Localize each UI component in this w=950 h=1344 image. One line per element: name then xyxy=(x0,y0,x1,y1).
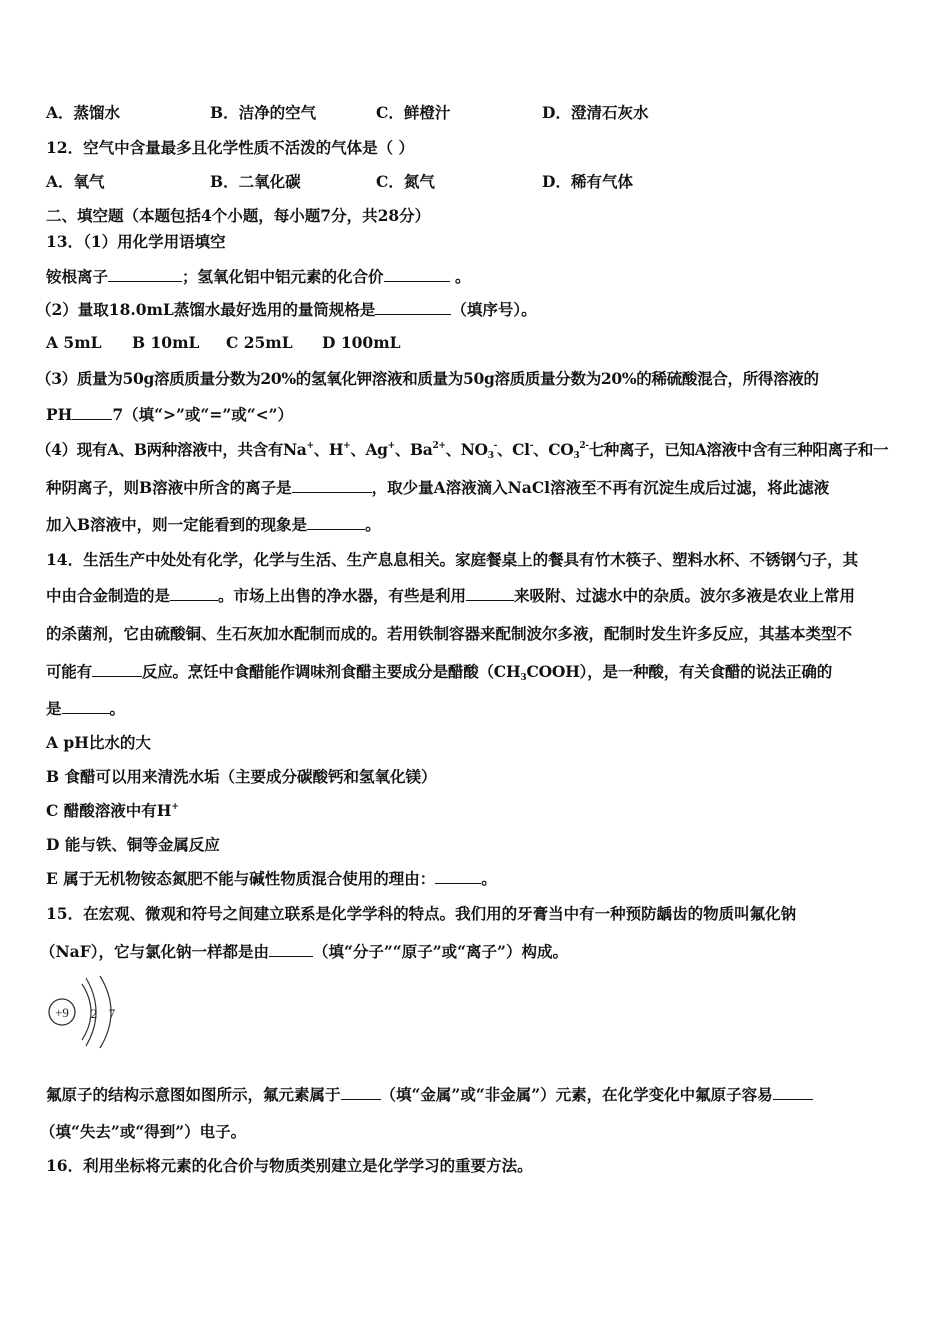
answer-blank[interactable] xyxy=(341,1087,381,1100)
q13-part4-line2 xyxy=(46,476,829,498)
q14-text: 是 xyxy=(46,699,62,718)
q15-line3 xyxy=(46,1083,813,1105)
subscript: 3 xyxy=(573,451,580,461)
q14-text: 。 xyxy=(481,869,497,888)
fluorine-atom-diagram xyxy=(44,968,134,1058)
electron-shell-1 xyxy=(82,984,91,1040)
q13-stem: 13．（1）用化学用语填空 xyxy=(46,232,226,251)
q12-option-a: A．氧气 xyxy=(46,172,105,191)
q14-option-d: D 能与铁、铜等金属反应 xyxy=(46,835,220,854)
q13-text: ；氢氧化铝中铝元素的化合价 xyxy=(182,267,384,286)
shell-2-electrons: 7 xyxy=(108,1006,116,1021)
q13-text: 种阴离子，则B溶液中所含的离子是 xyxy=(46,478,292,497)
q14-text: 可能有 xyxy=(46,662,92,681)
q14-text: 来吸附、过滤水中的杂质。波尔多液是农业上常用 xyxy=(514,586,856,605)
q15-line4: （填“失去”或“得到”）电子。 xyxy=(40,1122,247,1141)
answer-blank[interactable] xyxy=(773,1087,813,1100)
q15-text: （填“金属”或“非金属”）元素，在化学变化中氟原子容易 xyxy=(380,1085,773,1104)
q16-stem: 16．利用坐标将元素的化合价与物质类别建立是化学学习的重要方法。 xyxy=(46,1156,533,1175)
charge-sup: - xyxy=(493,441,498,451)
answer-blank[interactable] xyxy=(92,664,142,677)
q13-part1-line xyxy=(46,265,470,287)
q13-text: ，取少量A溶液滴入NaCl溶液至不再有沉淀生成后过滤，将此滤液 xyxy=(371,478,830,497)
q14-line2 xyxy=(46,584,855,606)
q13-text: 七种离子，已知A溶液中含有三种阳离子和一 xyxy=(588,440,889,459)
q12-stem: 12．空气中含量最多且化学性质不活泼的气体是（ ） xyxy=(46,138,414,157)
q13-text: （填序号）。 xyxy=(451,300,537,319)
q13-part3-line1: （3）质量为50g溶质质量分数为20%的氢氧化钾溶液和质量为50g溶质质量分数为20%的稀硫酸混合，所得溶液的 xyxy=(36,369,819,388)
q12-option-c: C．氮气 xyxy=(376,172,435,191)
answer-blank[interactable] xyxy=(384,269,450,282)
q14-option-c xyxy=(46,799,179,821)
q13-text: 、NO xyxy=(445,440,488,459)
q14-option-a: A pH比水的大 xyxy=(46,733,151,752)
q15-text: （NaF），它与氯化钠一样都是由 xyxy=(40,942,269,961)
q11-option-d: D．澄清石灰水 xyxy=(542,103,649,122)
section-title: 二、填空题（本题包括4个小题，每小题7分，共28分） xyxy=(46,206,431,225)
q14-text: C 醋酸溶液中有H xyxy=(46,801,172,820)
q13-text: 、Ag xyxy=(350,440,388,459)
charge-sup: + xyxy=(306,441,314,451)
q12-option-d: D．稀有气体 xyxy=(542,172,633,191)
q13-option-a: A 5mL xyxy=(46,333,102,352)
q14-line3: 的杀菌剂，它由硫酸铜、生石灰加水配制而成的。若用铁制容器来配制波尔多液，配制时发生许多反应，其基本类型不 xyxy=(46,624,853,643)
q14-option-e xyxy=(46,867,497,889)
q14-text: 。市场上出售的净水器，有些是利用 xyxy=(218,586,467,605)
answer-blank[interactable] xyxy=(466,588,514,601)
q13-text: 。 xyxy=(365,515,381,534)
q14-text: COOH），是一种酸，有关食醋的说法正确的 xyxy=(526,662,832,681)
q13-part4-line1 xyxy=(36,438,888,460)
q14-text: 反应。烹饪中食醋能作调味剂食醋主要成分是醋酸（CH xyxy=(141,662,521,681)
answer-blank[interactable] xyxy=(72,407,112,420)
q13-part3-line2 xyxy=(46,403,293,425)
q11-option-a: A．蒸馏水 xyxy=(46,103,121,122)
q13-text: 、CO xyxy=(533,440,574,459)
q14-line5 xyxy=(46,697,125,719)
q14-text: 。 xyxy=(109,699,126,718)
q13-text: 7（填“>”或“=”或“<”） xyxy=(112,405,294,424)
answer-blank[interactable] xyxy=(375,302,451,315)
subscript: 3 xyxy=(520,673,527,683)
charge-sup: 2+ xyxy=(432,441,446,451)
charge-sup: + xyxy=(343,441,351,451)
answer-blank[interactable] xyxy=(170,588,218,601)
q13-text: 、Cl xyxy=(497,440,530,459)
q13-part4-line3 xyxy=(46,513,381,535)
q14-line1: 14．生活生产中处处有化学，化学与生活、生产息息相关。家庭餐桌上的餐具有竹木筷子、塑料水杯、不锈钢勺子，其 xyxy=(46,550,859,569)
answer-blank[interactable] xyxy=(108,269,182,282)
q14-text: 中由合金制造的是 xyxy=(46,586,171,605)
charge-sup: - xyxy=(529,441,534,451)
q15-text: 氟原子的结构示意图如图所示，氟元素属于 xyxy=(46,1085,341,1104)
q13-option-c: C 25mL xyxy=(226,333,293,352)
answer-blank[interactable] xyxy=(269,944,313,957)
q13-text: 、Ba xyxy=(394,440,433,459)
q13-text: 铵根离子 xyxy=(46,267,109,286)
q11-option-c: C．鲜橙汁 xyxy=(376,103,451,122)
subscript: 3 xyxy=(487,451,494,461)
answer-blank[interactable] xyxy=(62,701,110,714)
q14-text: E 属于无机物铵态氮肥不能与碱性物质混合使用的理由： xyxy=(46,869,436,888)
q14-option-b: B 食醋可以用来清洗水垢（主要成分碳酸钙和氢氧化镁） xyxy=(46,767,437,786)
q14-line4 xyxy=(46,660,832,682)
answer-blank[interactable] xyxy=(307,517,365,530)
q15-text: （填“分子”“原子”或“离子”）构成。 xyxy=(312,942,568,961)
q12-option-b: B．二氧化碳 xyxy=(210,172,301,191)
charge-sup: + xyxy=(171,802,179,812)
q13-text: 。 xyxy=(454,267,471,286)
answer-blank[interactable] xyxy=(292,480,372,493)
charge-sup: + xyxy=(387,441,395,451)
charge-sup: 2- xyxy=(579,441,589,451)
q15-line1: 15．在宏观、微观和符号之间建立联系是化学学科的特点。我们用的牙膏当中有一种预防龋齿的物质叫氟化钠 xyxy=(46,904,797,923)
q15-line2 xyxy=(40,940,568,962)
q13-text: PH xyxy=(46,405,73,424)
q13-text: （4）现有A、B两种溶液中，共含有Na xyxy=(36,440,307,459)
answer-blank[interactable] xyxy=(435,871,481,884)
shell-1-electrons: 2 xyxy=(90,1006,98,1021)
q11-option-b: B．洁净的空气 xyxy=(210,103,317,122)
nucleus-label: +9 xyxy=(55,1005,69,1020)
q13-text: 、H xyxy=(313,440,344,459)
q13-text: （2）量取18.0mL蒸馏水最好选用的量筒规格是 xyxy=(36,300,376,319)
q13-part2-line xyxy=(36,298,537,320)
q13-option-b: B 10mL xyxy=(132,333,200,352)
q13-text: 加入B溶液中，则一定能看到的现象是 xyxy=(46,515,308,534)
q13-option-d: D 100mL xyxy=(322,333,401,352)
